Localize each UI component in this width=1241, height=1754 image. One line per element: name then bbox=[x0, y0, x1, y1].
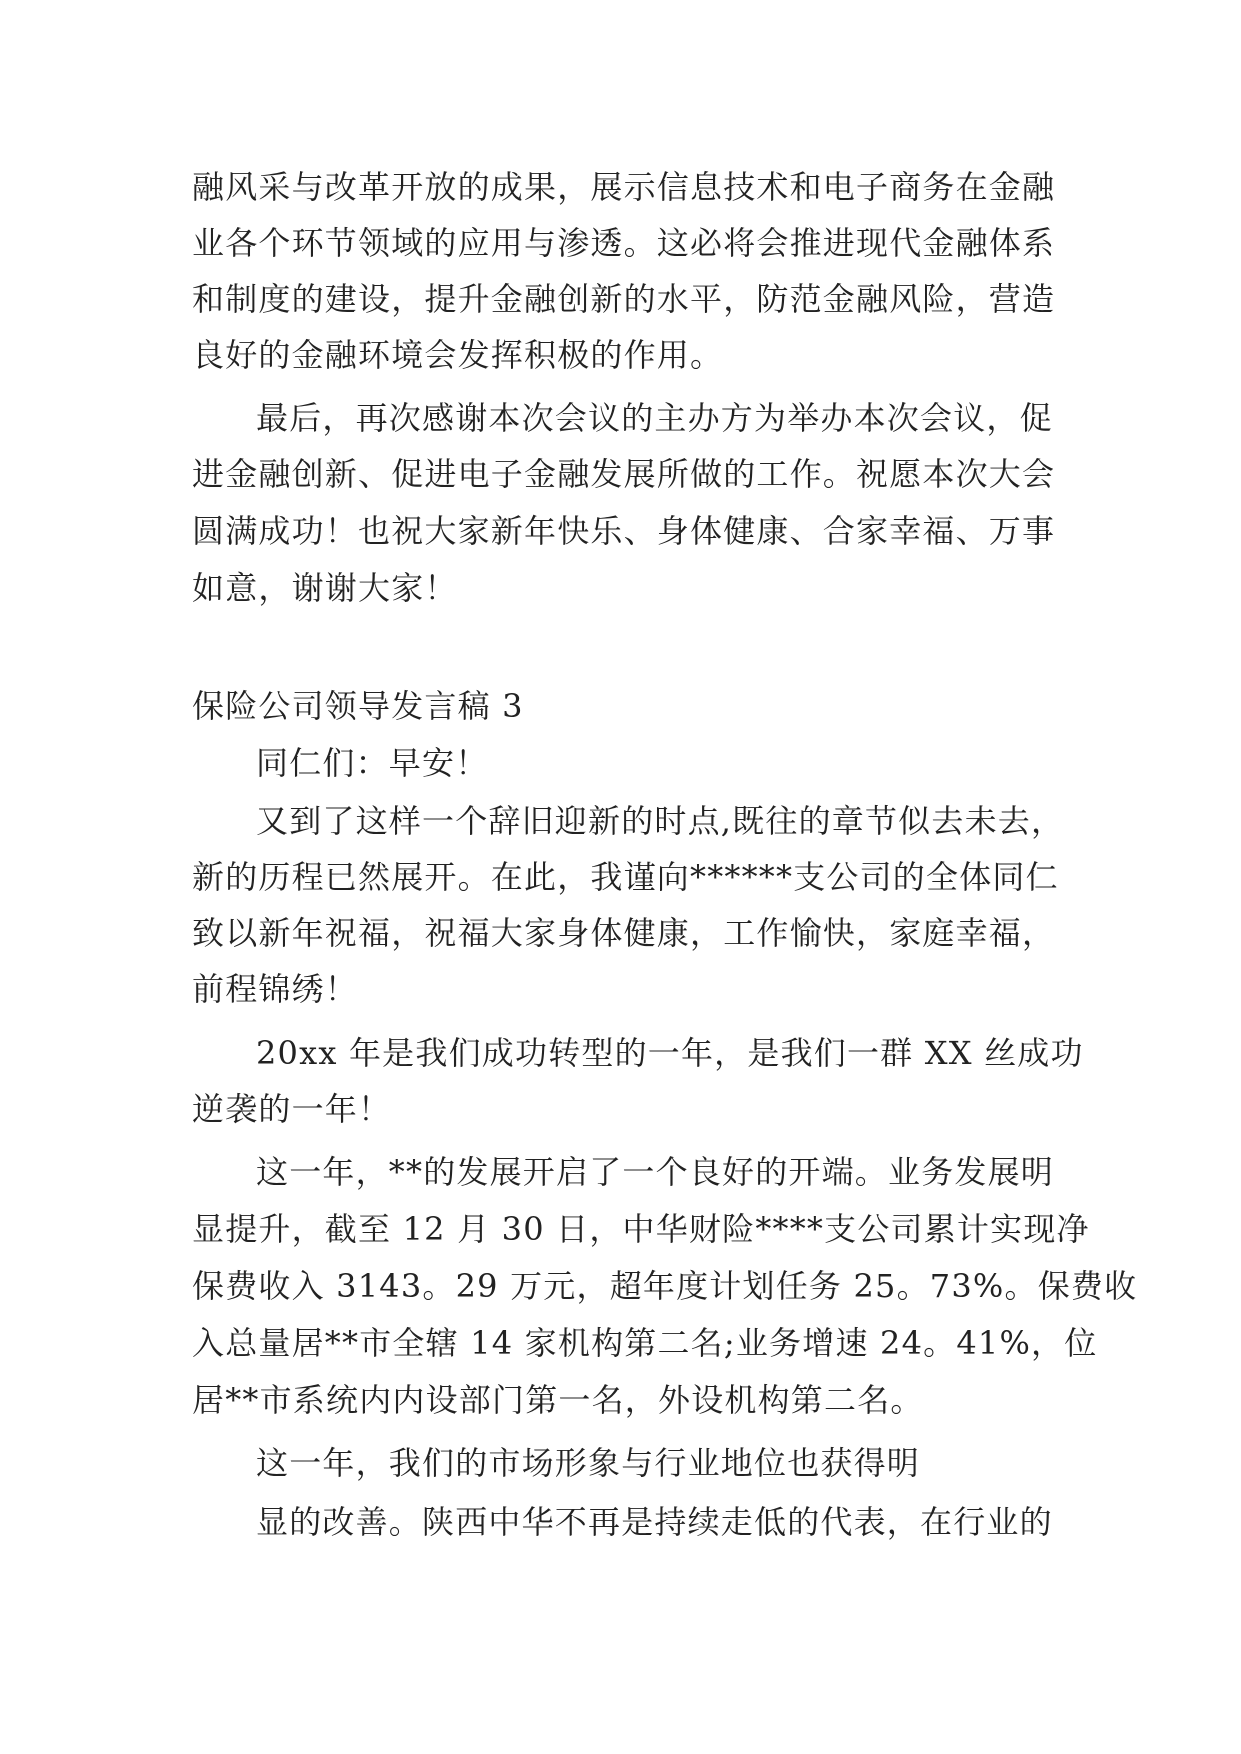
section-title: 保险公司领导发言稿 3 bbox=[192, 687, 524, 725]
greeting-line: 同仁们：早安！ bbox=[256, 744, 489, 782]
paragraph-line: 和制度的建设，提升金融创新的水平，防范金融风险，营造 bbox=[192, 280, 1056, 318]
paragraph-line: 圆满成功！也祝大家新年快乐、身体健康、合家幸福、万事 bbox=[192, 512, 1056, 550]
paragraph-line: 20xx 年是我们成功转型的一年，是我们一群 XX 丝成功 bbox=[256, 1034, 1084, 1072]
paragraph-line: 良好的金融环境会发挥积极的作用。 bbox=[192, 336, 724, 374]
paragraph-line: 显提升，截至 12 月 30 日，中华财险****支公司累计实现净 bbox=[192, 1210, 1090, 1248]
paragraph-line: 致以新年祝福，祝福大家身体健康，工作愉快，家庭幸福， bbox=[192, 914, 1056, 952]
paragraph-line: 显的改善。陕西中华不再是持续走低的代表，在行业的 bbox=[256, 1503, 1053, 1541]
paragraph-line: 逆袭的一年！ bbox=[192, 1090, 392, 1128]
paragraph-line: 新的历程已然展开。在此，我谨向******支公司的全体同仁 bbox=[192, 858, 1059, 896]
paragraph-line: 又到了这样一个辞旧迎新的时点,既往的章节似去未去， bbox=[256, 802, 1065, 840]
paragraph-line: 保费收入 3143。29 万元，超年度计划任务 25。73%。保费收 bbox=[192, 1267, 1138, 1305]
paragraph-line: 居**市系统内内设部门第一名，外设机构第二名。 bbox=[192, 1381, 924, 1419]
paragraph-line: 前程锦绣！ bbox=[192, 970, 359, 1008]
paragraph-line: 入总量居**市全辖 14 家机构第二名;业务增速 24。41%，位 bbox=[192, 1324, 1098, 1362]
paragraph-line: 业各个环节领域的应用与渗透。这必将会推进现代金融体系 bbox=[192, 224, 1056, 262]
paragraph-line: 如意，谢谢大家！ bbox=[192, 569, 458, 607]
paragraph-line: 融风采与改革开放的成果，展示信息技术和电子商务在金融 bbox=[192, 168, 1056, 206]
paragraph-line: 这一年，我们的市场形象与行业地位也获得明 bbox=[256, 1444, 921, 1482]
paragraph-line: 进金融创新、促进电子金融发展所做的工作。祝愿本次大会 bbox=[192, 455, 1056, 493]
paragraph-line: 最后，再次感谢本次会议的主办方为举办本次会议，促 bbox=[256, 399, 1053, 437]
paragraph-line: 这一年，**的发展开启了一个良好的开端。业务发展明 bbox=[256, 1153, 1055, 1191]
